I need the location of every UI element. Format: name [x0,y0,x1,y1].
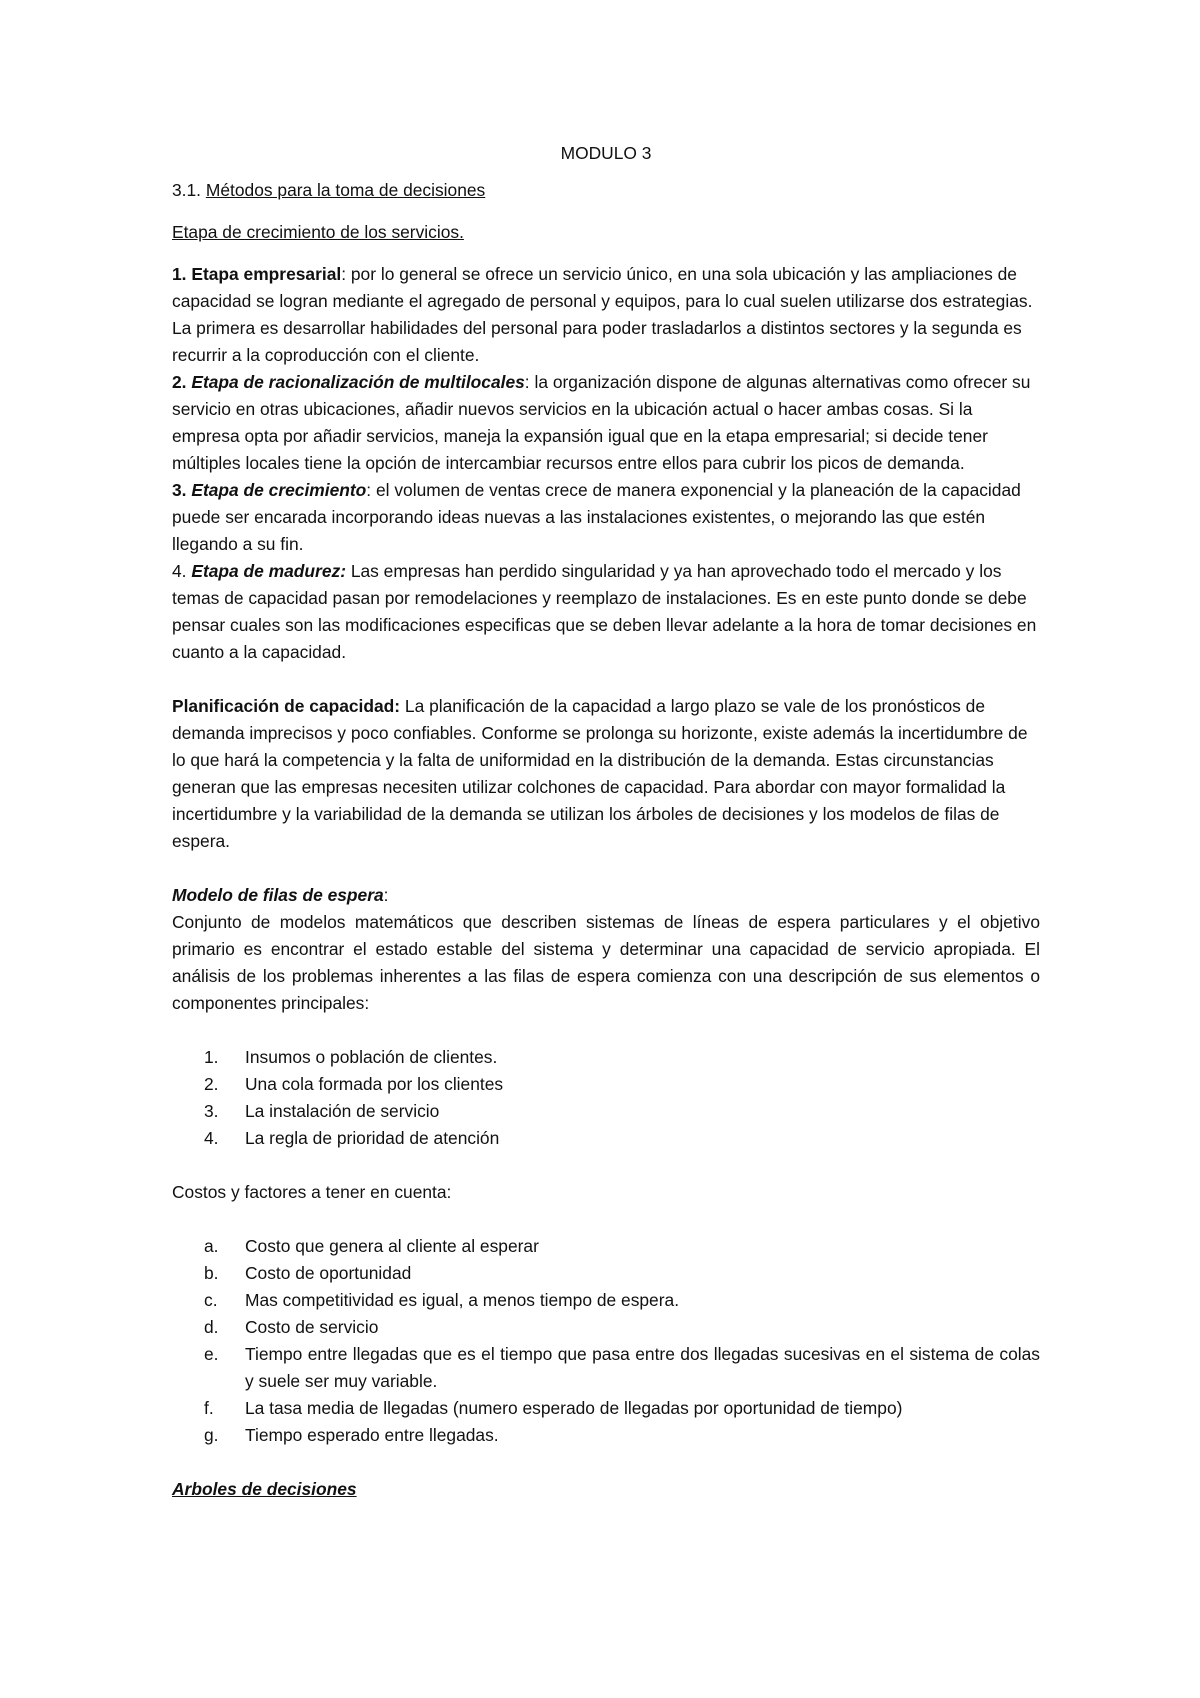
list-item [172,1071,1040,1098]
list-text: La regla de prioridad de atención [245,1128,500,1148]
list-text: La instalación de servicio [245,1101,440,1121]
list-text: Una cola formada por los clientes [245,1074,504,1094]
stage-label: Etapa de madurez: [191,561,346,581]
stage-marker: 3. [172,480,187,500]
list-marker: 2. [204,1074,219,1094]
components-list [172,1044,1040,1152]
list-marker: g. [204,1425,219,1445]
stage-text: el volumen de ventas crece de manera exponencial y la planeación de la capacidad puede ser encarada incorporando ideas nuevas a las instalaciones existentes, o mejorando las que estén llegando a su fin. [172,480,1021,554]
list-text: Tiempo esperado entre llegadas. [245,1425,499,1445]
list-marker: a. [204,1236,219,1256]
list-item [172,1260,1040,1287]
costs-list [172,1233,1040,1449]
costs-heading: Costos y factores a tener en cuenta: [172,1182,452,1202]
document-page [172,140,1040,1503]
list-text: Insumos o población de clientes. [245,1047,498,1067]
stage-item [172,477,1040,558]
list-item [172,1044,1040,1071]
trees-heading: Arboles de decisiones [172,1479,357,1499]
stage-sep: : [341,264,347,284]
section-label: Métodos para la toma de decisiones [205,180,486,200]
list-marker: 1. [204,1047,219,1067]
stage-sep: : [366,480,372,500]
stage-text: por lo general se ofrece un servicio único, en una sola ubicación y las ampliaciones de capacidad se logran mediante el agregado de personal y equipos, para lo cual suelen utilizarse dos estrategias. La primera es desarrollar habilidades del personal para poder trasladarlos a distintos sectores y la segunda es recurrir a la coproducción con el cliente. [172,264,1033,365]
stage-sep: : [524,372,530,392]
stage-marker: 1. [172,264,187,284]
section-number: 3.1. [172,180,202,200]
list-text: Costo de servicio [245,1317,379,1337]
list-item [172,1422,1040,1449]
list-item [172,1233,1040,1260]
stage-item [172,369,1040,477]
list-marker: b. [204,1263,219,1283]
queue-model-label: Modelo de filas de espera [172,885,384,905]
list-marker: 3. [204,1101,219,1121]
list-item [172,1098,1040,1125]
stage-item [172,261,1040,369]
stages-list [172,261,1040,666]
queue-model-heading [172,882,1040,909]
planning-text: La planificación de la capacidad a largo plazo se vale de los pronósticos de demanda imprecisos y poco confiables. Conforme se prolonga su horizonte, existe además la incertidumbre de lo que hará la competencia y la falta de uniformidad en la distribución de la demanda. Estas circunstancias generan que las empresas necesiten utilizar colchones de capacidad. Para abordar con mayor formalidad la incertidumbre y la variabilidad de la demanda se utilizan los árboles de decisiones y los modelos de filas de espera. [172,696,1028,851]
list-item [172,1395,1040,1422]
stage-text: Las empresas han perdido singularidad y ya han aprovechado todo el mercado y los temas de capacidad pasan por remodelaciones y reemplazo de instalaciones. Es en este punto donde se debe pensar cuales son las modificaciones especificas que se deben llevar adelante a la hora de tomar decisiones en cuanto a la capacidad. [172,561,1037,662]
list-marker: e. [204,1344,219,1364]
list-text: Costo de oportunidad [245,1263,412,1283]
stage-label: Etapa de crecimiento [191,480,367,500]
list-marker: 4. [204,1128,219,1148]
stage-marker: 4. [172,561,187,581]
stage-item [172,558,1040,666]
list-marker: f. [204,1398,214,1418]
list-text: Costo que genera al cliente al esperar [245,1236,539,1256]
stage-label: Etapa empresarial [191,264,342,284]
list-text: Tiempo entre llegadas que es el tiempo que pasa entre dos llegadas sucesivas en el sistema de colas y suele ser muy variable. [245,1344,1040,1391]
list-text: Mas competitividad es igual, a menos tiempo de espera. [245,1290,680,1310]
queue-model-sep: : [383,885,389,905]
planning-label: Planificación de capacidad: [172,696,401,716]
subheading: Etapa de crecimiento de los servicios. [172,222,464,242]
list-item [172,1125,1040,1152]
stage-label: Etapa de racionalización de multilocales [191,372,525,392]
list-text: La tasa media de llegadas (numero esperado de llegadas por oportunidad de tiempo) [245,1398,903,1418]
list-item [172,1341,1040,1395]
section-heading [172,177,1040,204]
planning-paragraph [172,693,1040,855]
stage-text: la organización dispone de algunas alternativas como ofrecer su servicio en otras ubicaciones, añadir nuevos servicios en la ubicación actual o hacer ambas cosas. Si la empresa opta por añadir servicios, maneja la expansión igual que en la etapa empresarial; si decide tener múltiples locales tiene la opción de intercambiar recursos entre ellos para cubrir los picos de demanda. [172,372,1031,473]
list-marker: c. [204,1290,218,1310]
list-marker: d. [204,1317,219,1337]
stage-marker: 2. [172,372,187,392]
list-item [172,1314,1040,1341]
queue-model-text: Conjunto de modelos matemáticos que describen sistemas de líneas de espera particulares y el objetivo primario es encontrar el estado estable del sistema y determinar una capacidad de servicio apropiada. El análisis de los problemas inherentes a las filas de espera comienza con una descripción de sus elementos o componentes principales: [172,912,1040,1013]
list-item [172,1287,1040,1314]
document-title: MODULO 3 [560,143,652,163]
